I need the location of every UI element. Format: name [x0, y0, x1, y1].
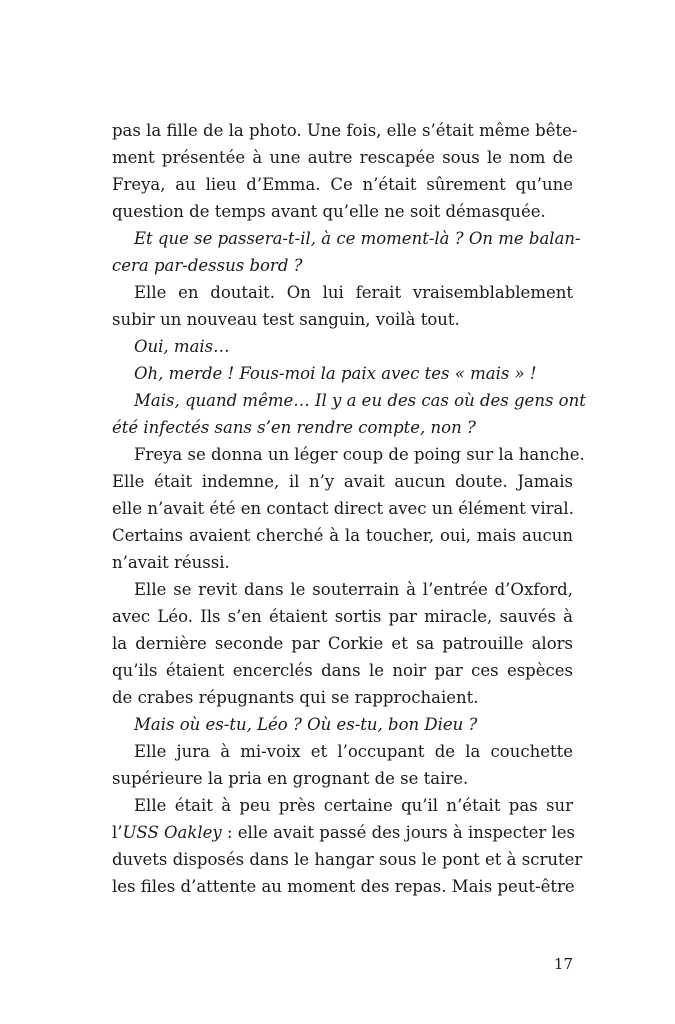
text-line: qu’ils étaient encerclés dans le noir par ces espèces — [112, 661, 573, 680]
text-line: Elle jura à mi-voix et l’occupant de la couchette — [134, 742, 573, 761]
text-line: Certains avaient cherché à la toucher, oui, mais aucun — [112, 526, 573, 545]
text-line: cera par-dessus bord ? — [112, 256, 303, 275]
text-line: Elle était indemne, il n’y avait aucun doute. Jamais — [112, 472, 573, 491]
text-line: question de temps avant qu’elle ne soit démasquée. — [112, 202, 546, 221]
text-line: Oui, mais… — [134, 337, 230, 356]
text-line: subir un nouveau test sanguin, voilà tout. — [112, 310, 460, 329]
page-text-block — [112, 117, 586, 900]
text-line: Elle se revit dans le souterrain à l’entrée d’Oxford, — [134, 580, 573, 599]
text-line: de crabes répugnants qui se rapprochaient. — [112, 688, 479, 707]
text-line: elle n’avait été en contact direct avec un élément viral. — [112, 499, 574, 518]
text-line: les files d’attente au moment des repas. Mais peut-être — [112, 877, 575, 896]
text-line: Elle était à peu près certaine qu’il n’était pas sur — [134, 796, 573, 815]
text-line: ment présentée à une autre rescapée sous le nom de — [112, 148, 573, 167]
text-line: pas la fille de la photo. Une fois, elle s’était même bête- — [112, 121, 578, 140]
text-line: Et que se passera-t-il, à ce moment-là ? On me balan- — [134, 229, 581, 248]
text-line: Freya se donna un léger coup de poing sur la hanche. — [134, 445, 585, 464]
text-line: la dernière seconde par Corkie et sa patrouille alors — [112, 634, 573, 653]
text-line: Elle en doutait. On lui ferait vraisemblablement — [134, 283, 573, 302]
page-number: 17 — [553, 955, 573, 973]
text-line: Oh, merde ! Fous-moi la paix avec tes « mais » ! — [134, 364, 537, 383]
ship-name: USS Oakley — [122, 823, 222, 842]
text-line: Mais où es-tu, Léo ? Où es-tu, bon Dieu ? — [134, 715, 478, 734]
text-line: Freya, au lieu d’Emma. Ce n’était sûrement qu’une — [112, 175, 573, 194]
text-line: l’USS Oakley : elle avait passé des jours à inspecter les — [112, 823, 575, 842]
text-line: duvets disposés dans le hangar sous le pont et à scruter — [112, 850, 583, 869]
text-line: n’avait réussi. — [112, 553, 230, 572]
text-line: avec Léo. Ils s’en étaient sortis par miracle, sauvés à — [112, 607, 573, 626]
text-line: Mais, quand même… Il y a eu des cas où des gens ont — [134, 391, 586, 410]
text-line: été infectés sans s’en rendre compte, non ? — [112, 418, 476, 437]
text-line: supérieure la pria en grognant de se taire. — [112, 769, 469, 788]
